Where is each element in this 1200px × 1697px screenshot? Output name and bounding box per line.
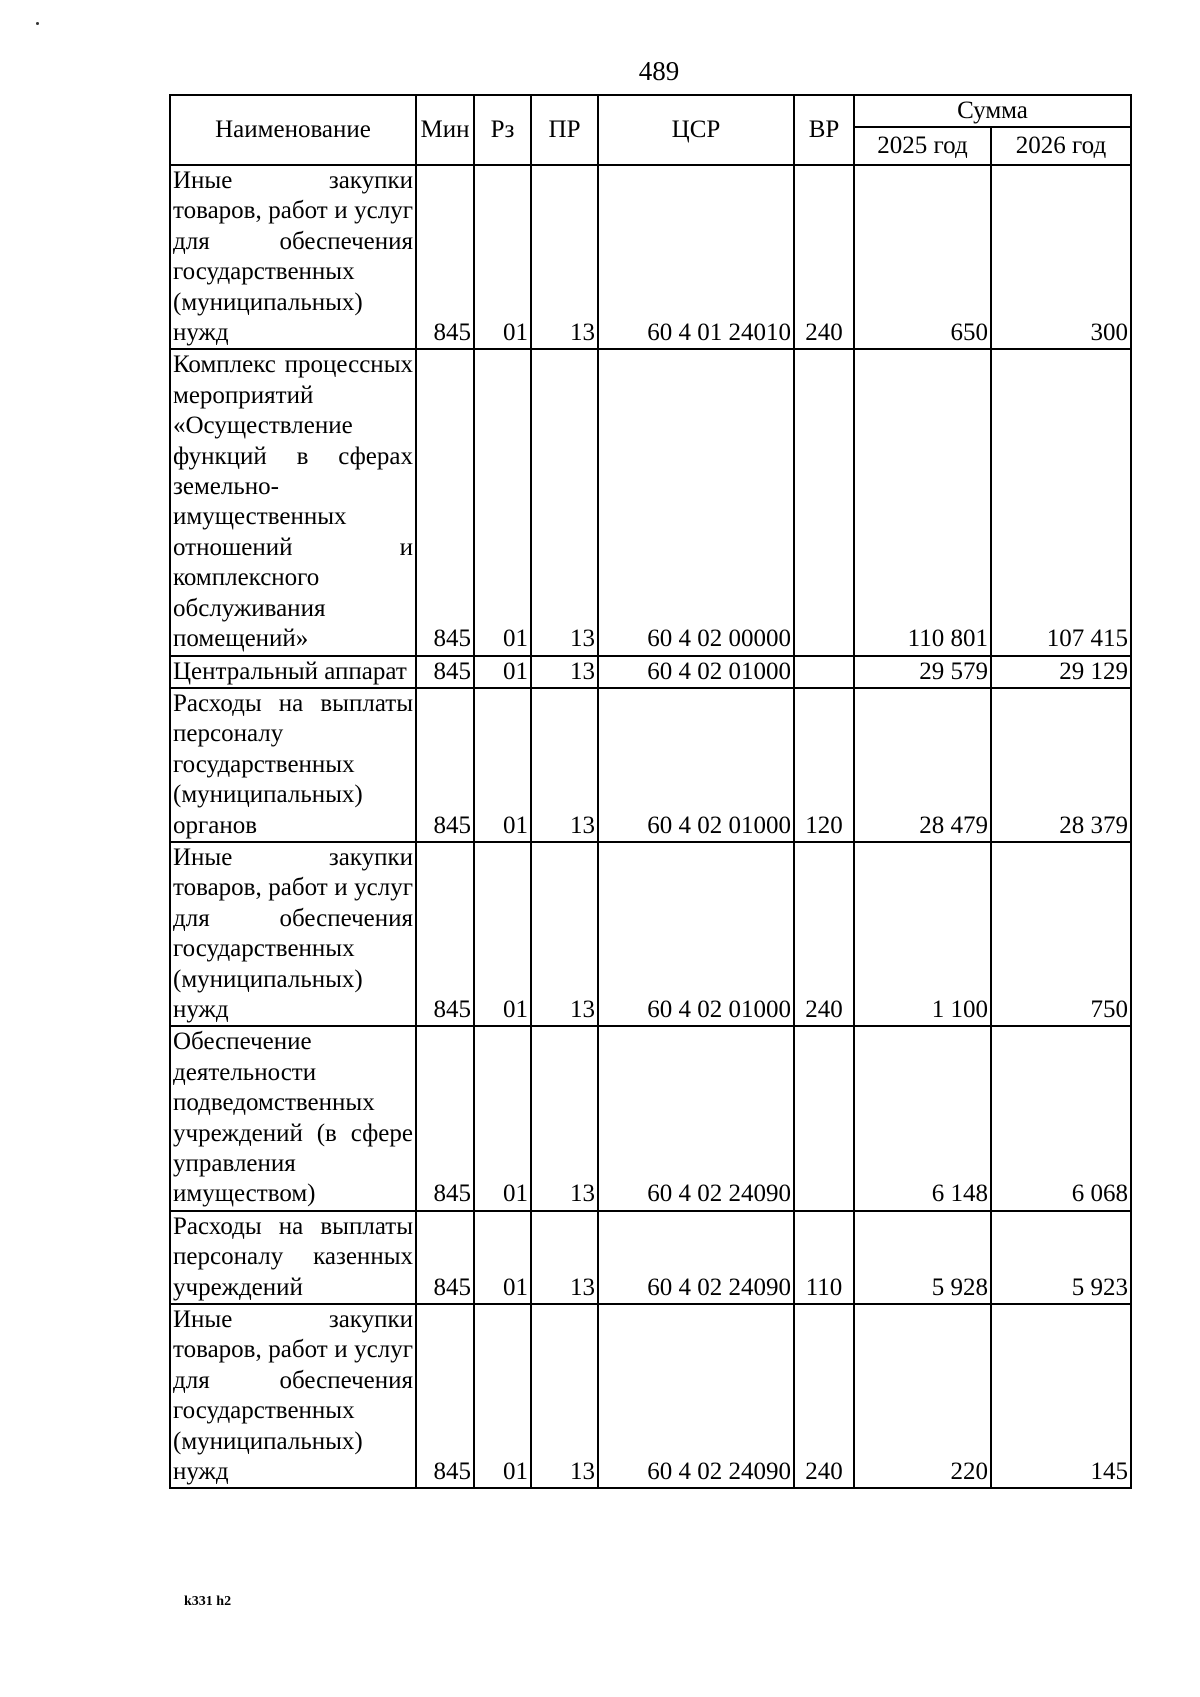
header-vr: ВР [794, 95, 854, 165]
row-min: 845 [416, 165, 474, 349]
table-row [170, 688, 1131, 842]
row-sum-2026: 750 [991, 842, 1131, 1026]
budget-table [169, 94, 1132, 1489]
row-name: Обеспечение деятельности подведомственных учреждений (в сфере управления имуществом) [170, 1026, 416, 1210]
row-sum-2025: 650 [854, 165, 991, 349]
row-pr: 13 [531, 1304, 598, 1488]
header-pr: ПР [531, 95, 598, 165]
row-vr: 240 [794, 842, 854, 1026]
row-name: Иные закупки товаров, работ и услуг для обеспечения государственных (муниципальных) нужд [170, 1304, 416, 1488]
row-rz: 01 [474, 688, 531, 842]
row-csr: 60 4 02 01000 [598, 688, 794, 842]
row-sum-2026: 107 415 [991, 349, 1131, 655]
row-rz: 01 [474, 1026, 531, 1210]
row-name: Иные закупки товаров, работ и услуг для обеспечения государственных (муниципальных) нужд [170, 842, 416, 1026]
table-row [170, 1211, 1131, 1304]
table-row [170, 349, 1131, 655]
row-vr: 240 [794, 1304, 854, 1488]
row-pr: 13 [531, 349, 598, 655]
header-min: Мин [416, 95, 474, 165]
row-vr [794, 1026, 854, 1210]
row-sum-2025: 1 100 [854, 842, 991, 1026]
row-min: 845 [416, 1304, 474, 1488]
footer-code: k331 h2 [184, 1594, 232, 1609]
row-pr: 13 [531, 1211, 598, 1304]
header-csr: ЦСР [598, 95, 794, 165]
row-csr: 60 4 02 00000 [598, 349, 794, 655]
row-rz: 01 [474, 349, 531, 655]
row-min: 845 [416, 656, 474, 688]
table-row [170, 842, 1131, 1026]
row-sum-2026: 300 [991, 165, 1131, 349]
row-rz: 01 [474, 656, 531, 688]
table-row [170, 656, 1131, 688]
row-csr: 60 4 02 24090 [598, 1304, 794, 1488]
row-name: Комплекс процессных мероприятий «Осуществление функций в сферах земельно-имущественных отношений и комплексного обслуживания помещений» [170, 349, 416, 655]
row-pr: 13 [531, 842, 598, 1026]
row-rz: 01 [474, 165, 531, 349]
header-sum: Сумма [854, 95, 1131, 127]
row-sum-2025: 28 479 [854, 688, 991, 842]
row-vr [794, 656, 854, 688]
header-name: Наименование [170, 95, 416, 165]
row-sum-2025: 6 148 [854, 1026, 991, 1210]
scan-speck [36, 22, 39, 25]
row-rz: 01 [474, 1304, 531, 1488]
table-row [170, 1304, 1131, 1488]
row-sum-2026: 6 068 [991, 1026, 1131, 1210]
row-sum-2026: 5 923 [991, 1211, 1131, 1304]
row-min: 845 [416, 1211, 474, 1304]
row-csr: 60 4 01 24010 [598, 165, 794, 349]
row-pr: 13 [531, 688, 598, 842]
row-vr: 110 [794, 1211, 854, 1304]
page-number: 489 [638, 56, 680, 86]
row-pr: 13 [531, 656, 598, 688]
header-rz: Рз [474, 95, 531, 165]
row-csr: 60 4 02 24090 [598, 1026, 794, 1210]
row-sum-2026: 28 379 [991, 688, 1131, 842]
table-row [170, 165, 1131, 349]
row-min: 845 [416, 842, 474, 1026]
row-sum-2025: 29 579 [854, 656, 991, 688]
header-year-2026: 2026 год [991, 127, 1131, 165]
row-pr: 13 [531, 1026, 598, 1210]
row-csr: 60 4 02 01000 [598, 656, 794, 688]
row-sum-2025: 110 801 [854, 349, 991, 655]
row-rz: 01 [474, 1211, 531, 1304]
row-min: 845 [416, 349, 474, 655]
row-name: Иные закупки товаров, работ и услуг для обеспечения государственных (муниципальных) нужд [170, 165, 416, 349]
row-sum-2025: 220 [854, 1304, 991, 1488]
row-csr: 60 4 02 01000 [598, 842, 794, 1026]
table-row [170, 1026, 1131, 1210]
row-rz: 01 [474, 842, 531, 1026]
row-vr: 120 [794, 688, 854, 842]
row-csr: 60 4 02 24090 [598, 1211, 794, 1304]
row-sum-2026: 145 [991, 1304, 1131, 1488]
row-sum-2025: 5 928 [854, 1211, 991, 1304]
row-name: Центральный аппарат [170, 656, 416, 688]
header-year-2025: 2025 год [854, 127, 991, 165]
row-vr: 240 [794, 165, 854, 349]
row-min: 845 [416, 1026, 474, 1210]
row-name: Расходы на выплаты персоналу казенных учреждений [170, 1211, 416, 1304]
row-min: 845 [416, 688, 474, 842]
row-name: Расходы на выплаты персоналу государственных (муниципальных) органов [170, 688, 416, 842]
row-vr [794, 349, 854, 655]
row-pr: 13 [531, 165, 598, 349]
row-sum-2026: 29 129 [991, 656, 1131, 688]
